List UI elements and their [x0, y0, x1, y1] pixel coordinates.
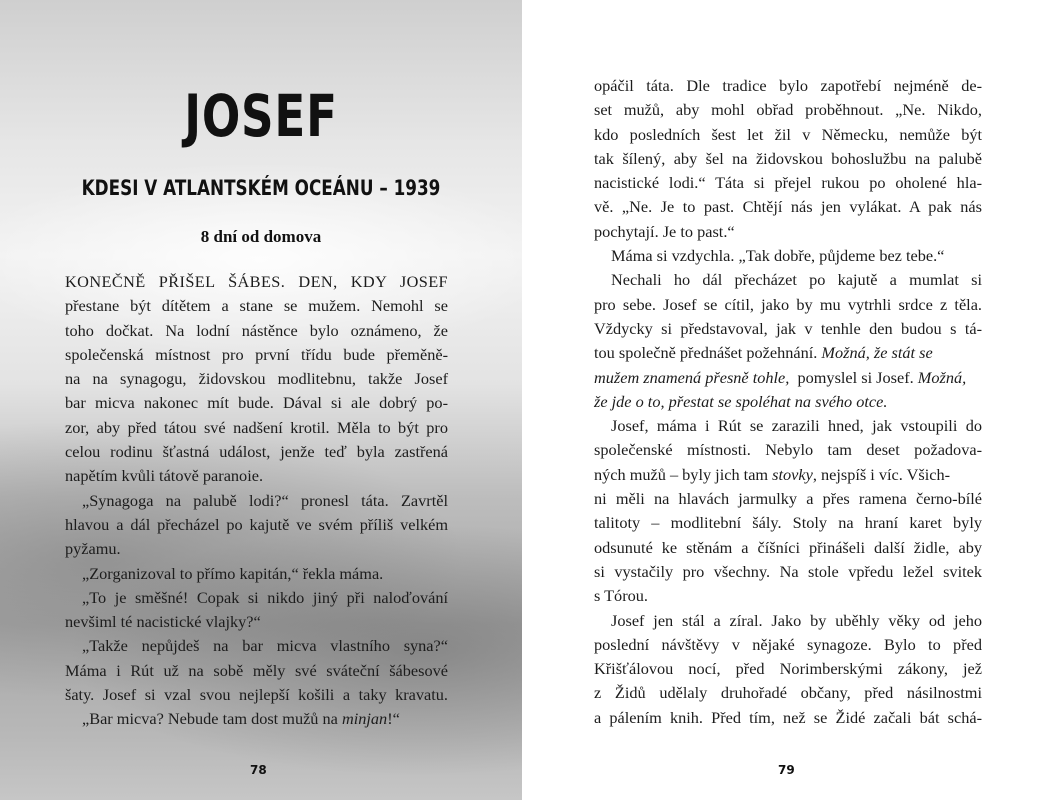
text-fragment: „Bar micva? Nebude tam dost mužů na — [82, 709, 338, 729]
text-line: zor, aby před tátou své nadšení krotil. Měla to být pro — [65, 417, 448, 437]
page-number-right: 79 — [778, 763, 795, 777]
text-fragment: !“ — [387, 709, 400, 729]
text-line: Josef, máma i Rút se zarazili hned, jak vstoupili do — [611, 416, 982, 436]
text-line: „Synagoga na palubě lodi?“ pronesl táta. Zavrtěl — [82, 490, 448, 510]
text-line: na na synagogu, židovskou modlitebnu, takže Josef — [65, 369, 448, 389]
text-line: šaty. Josef si vzal svou nejlepší košili a taky kravatu. — [65, 685, 448, 705]
text-fragment: ných mužů – byly jich tam — [594, 464, 769, 484]
chapter-subtitle: KDESI V ATLANTSKÉM OCEÁNU – 1939 — [81, 176, 441, 200]
text-line: napětím kvůli tátově paranoie. — [65, 466, 264, 486]
text-line: Vždycky si představoval, jak v tenhle den budou s tá- — [594, 318, 982, 338]
text-line: Máma i Rút už na sobě měly své sváteční šábesové — [65, 660, 448, 680]
italic-phrase: mužem znamená přesně tohle, — [594, 367, 790, 387]
text-line: odsunuté ke stěnám a číšníci přinášeli další židle, aby — [594, 537, 982, 557]
text-line — [594, 463, 982, 487]
text-line: toho dočkat. Na lodní nástěnce bylo oznámeno, že — [65, 320, 448, 340]
text-line: hlavou a dál přecházel po kajutě ve svém příliš velkém — [65, 514, 448, 534]
text-line: pro sebe. Josef se cítil, jako by mu vytrhli srdce z těla. — [594, 294, 982, 314]
right-body-text — [594, 74, 982, 730]
text-line: vě. „Ne. Je to past. Chtějí nás jen vylákat. A pak nás — [594, 197, 982, 217]
text-fragment: , nejspíš i víc. Všich- — [812, 464, 951, 484]
text-line: nacistické lodi.“ Táta si přejel rukou po oholené hla- — [594, 173, 982, 193]
text-line: set mužů, aby mohl obřad proběhnout. „Ne. Nikdo, — [594, 100, 982, 120]
text-line: s Tórou. — [594, 586, 648, 606]
text-line: poslední návštěvy v nějaké synagoze. Bylo to před — [594, 634, 982, 654]
text-fragment: pomyslel si Josef. — [797, 367, 914, 387]
text-line: ni měli na hlavách jarmulky a přes ramena černo-bílé — [594, 489, 982, 509]
italic-word: stovky — [772, 464, 813, 484]
chapter-title: JOSEF — [184, 82, 338, 150]
italic-phrase: Možná, že stát se — [821, 343, 933, 363]
text-line: bar micva nakonec mít bude. Dával si ale dobrý po- — [65, 393, 448, 413]
text-line: společenská místnost pro první třídu bude přeměně- — [65, 344, 448, 364]
text-line: a pálením knih. Před tím, než se Židé začali bát schá- — [594, 707, 982, 727]
text-line: Křišťálovou nocí, před Norimberskými zákony, jež — [594, 659, 982, 679]
text-line: celou rodinu šťastná událost, jenže teď byla zastřená — [65, 442, 448, 462]
text-line: z Židů udělaly druhořadé občany, před násilnostmi — [594, 683, 982, 703]
text-line: pochytají. Je to past.“ — [594, 221, 735, 241]
text-line — [65, 707, 448, 731]
text-line: si vystačily pro všechny. Na stole vpředu ležel svitek — [594, 561, 982, 581]
text-line: společenské místnosti. Nebylo tam deset požadova- — [594, 440, 982, 460]
italic-word: minjan — [341, 709, 388, 729]
text-line: „Zorganizoval to přímo kapitán,“ řekla máma. — [82, 563, 384, 583]
chapter-days: 8 dní od domova — [200, 227, 322, 246]
text-line: že jde o to, přestat se spoléhat na svého otce. — [594, 391, 888, 411]
text-line: přestane být dítětem a stane se mužem. Nemohl se — [65, 296, 448, 316]
page-number-left: 78 — [250, 763, 267, 777]
text-line: tak šílený, aby šel na židovskou bohoslužbu na palubě — [594, 148, 982, 168]
left-page — [0, 0, 522, 800]
text-line: opáčil táta. Dle tradice bylo zapotřebí nejméně de- — [594, 76, 982, 95]
text-line: „Takže nepůjdeš na bar micva vlastního syna?“ — [82, 636, 448, 656]
text-line: „To je směšné! Copak si nikdo jiný při naloďování — [82, 587, 448, 607]
text-line: kdo posledních šest let žil v Německu, nemůže být — [594, 124, 982, 144]
text-line: KONEČNĚ PŘIŠEL ŠÁBES. DEN, KDY JOSEF — [65, 272, 448, 291]
text-line — [594, 341, 982, 365]
text-line: Máma si vzdychla. „Tak dobře, půjdeme bez tebe.“ — [611, 246, 945, 266]
text-line: Josef jen stál a zíral. Jako by uběhly věky od jeho — [611, 610, 982, 630]
italic-phrase: Možná, — [917, 367, 967, 387]
text-line: talitoty – modlitební šály. Stoly na hraní karet byly — [594, 513, 982, 533]
text-line: nevšiml té nacistické vlajky?“ — [65, 612, 261, 632]
text-line — [594, 366, 982, 390]
left-body-text — [65, 270, 448, 732]
text-fragment: tou společně přednášet požehnání. — [594, 343, 818, 363]
text-line: pyžamu. — [65, 539, 121, 559]
text-line: Nechali ho dál přecházet po kajutě a mumlat si — [611, 270, 982, 290]
